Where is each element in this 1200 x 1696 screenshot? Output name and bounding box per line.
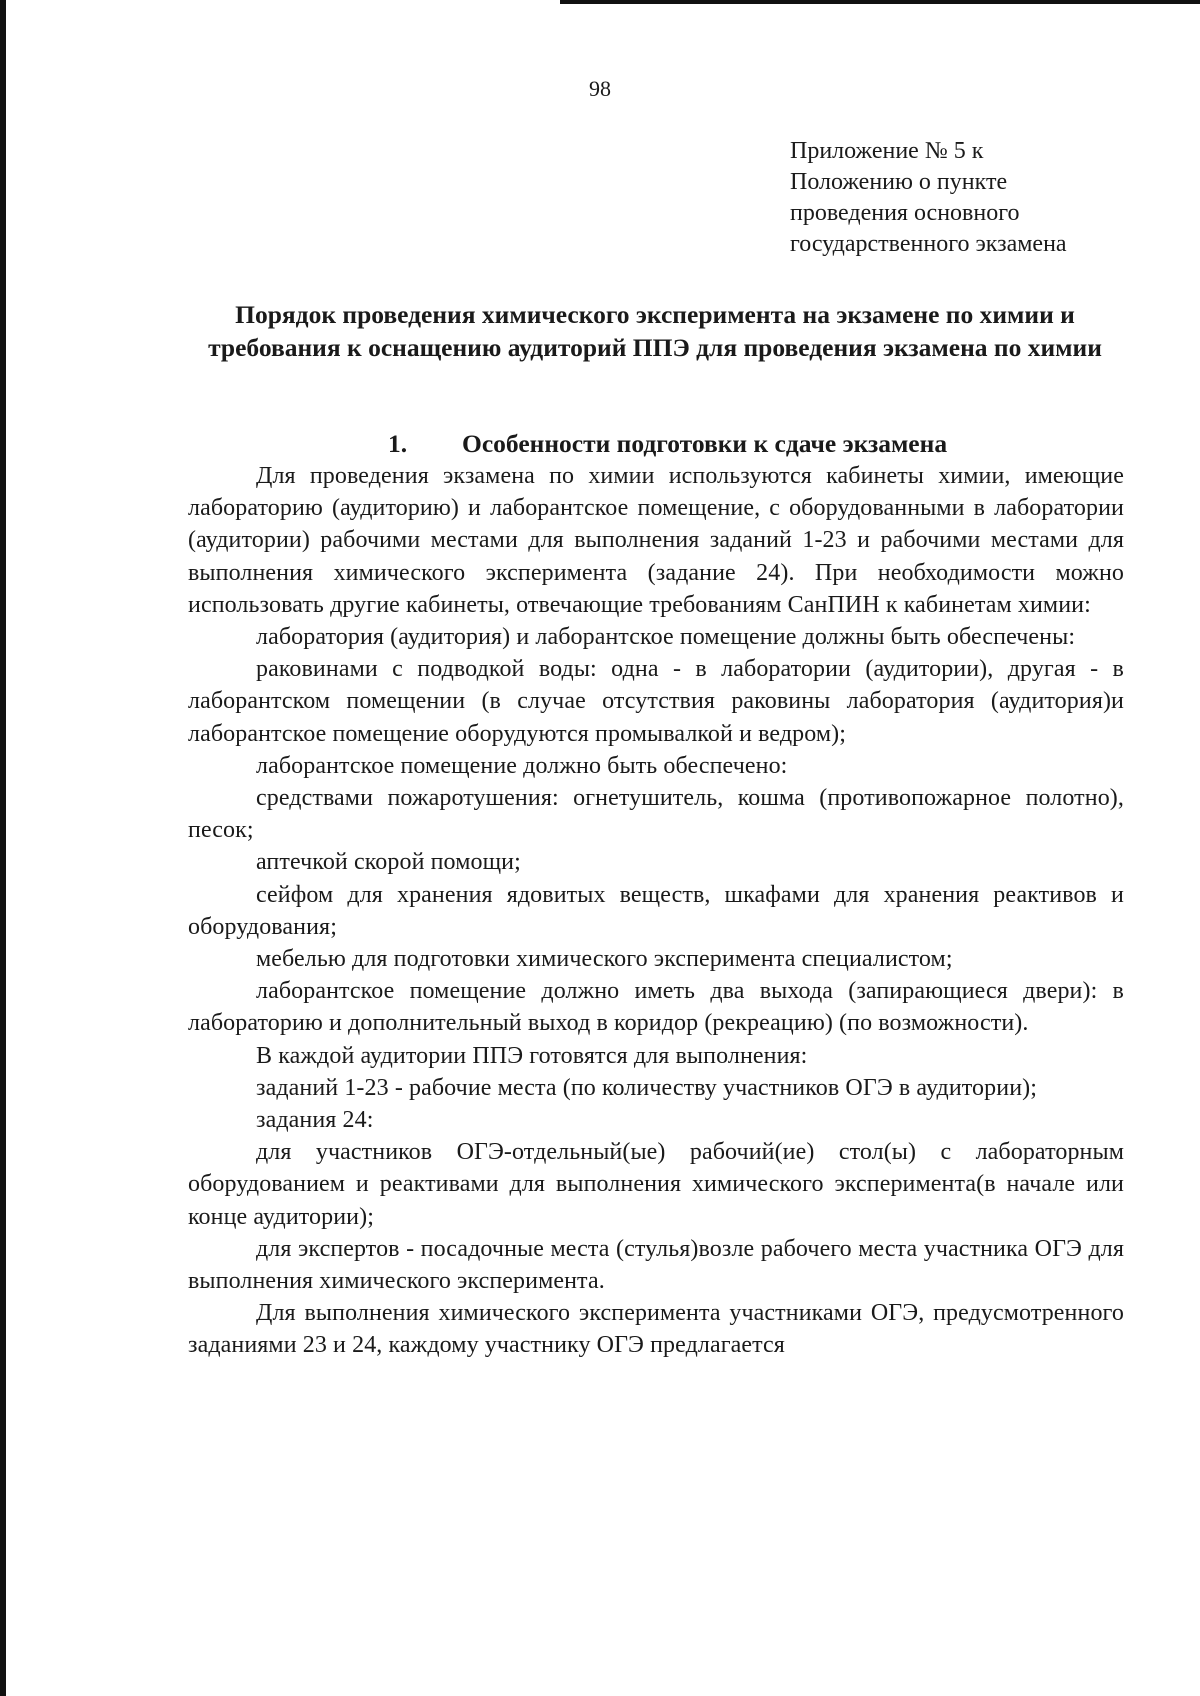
paragraph: В каждой аудитории ППЭ готовятся для выполнения: xyxy=(256,1042,808,1069)
paragraph: мебелью для подготовки химического эксперимента специалистом; xyxy=(256,946,953,973)
section-title: Особенности подготовки к сдаче экзамена xyxy=(462,429,948,458)
document-title: Порядок проведения химического эксперимента на экзамене по химии и требования к оснащению аудиторий ППЭ для проведения экзамена по химии xyxy=(208,300,1102,362)
paragraph: лаборантское помещение должно быть обеспечено: xyxy=(256,752,788,779)
paragraph: аптечкой скорой помощи; xyxy=(256,849,521,876)
appendix-note xyxy=(790,136,1170,260)
paragraph: лаборатория (аудитория) и лаборантское помещение должны быть обеспечены: xyxy=(256,624,1076,651)
paragraph: сейфом для хранения ядовитых веществ, шкафами для хранения реактивов и оборудования; xyxy=(188,881,1124,940)
appendix-line: проведения основного xyxy=(790,200,1020,226)
body-text xyxy=(188,460,1124,1362)
paragraph: задания 24: xyxy=(256,1107,374,1134)
paragraph: для экспертов - посадочные места (стулья)возле рабочего места участника ОГЭ для выполнения химического эксперимента. xyxy=(188,1235,1124,1295)
scan-top-edge xyxy=(560,0,1200,4)
paragraph: заданий 1-23 - рабочие места (по количеству участников ОГЭ в аудитории); xyxy=(256,1074,1038,1101)
paragraph: Для выполнения химического эксперимента участниками ОГЭ, предусмотренного заданиями 23 и 24, каждому участнику ОГЭ предлагается xyxy=(188,1300,1124,1359)
paragraph: для участников ОГЭ-отдельный(ые) рабочий(ие) стол(ы) с лабораторным оборудованием и реактивами для выполнения химического эксперимента(в начале или конце аудитории); xyxy=(188,1139,1124,1230)
paragraph: Для проведения экзамена по химии используются кабинеты химии, имеющие лабораторию (аудиторию) и лаборантское помещение, с оборудованными в лаборатории (аудитории) рабочими местами для выполнения заданий 1-23 и рабочими местами для выполнения химического эксперимента (задание 24). При необходимости можно использовать другие кабинеты, отвечающие требованиям СанПИН к кабинетам химии: xyxy=(188,463,1124,618)
paragraph: раковинами с подводкой воды: одна - в лаборатории (аудитории), другая - в лаборантском помещении (в случае отсутствия раковины лаборатория (аудитория)и лаборантское помещение оборудуются промывалкой и ведром); xyxy=(188,656,1124,747)
paragraph: лаборантское помещение должно иметь два выхода (запирающиеся двери): в лабораторию и дополнительный выход в коридор (рекреацию) (по возможности). xyxy=(188,978,1124,1037)
scan-left-edge xyxy=(0,0,6,1696)
appendix-line: Положению о пункте xyxy=(790,169,1008,195)
page-number: 98 xyxy=(589,76,611,101)
paragraph: средствами пожаротушения: огнетушитель, кошма (противопожарное полотно), песок; xyxy=(188,785,1124,844)
appendix-line: Приложение № 5 к xyxy=(790,138,984,164)
section-number: 1. xyxy=(388,429,408,458)
appendix-line: государственного экзамена xyxy=(790,231,1067,257)
